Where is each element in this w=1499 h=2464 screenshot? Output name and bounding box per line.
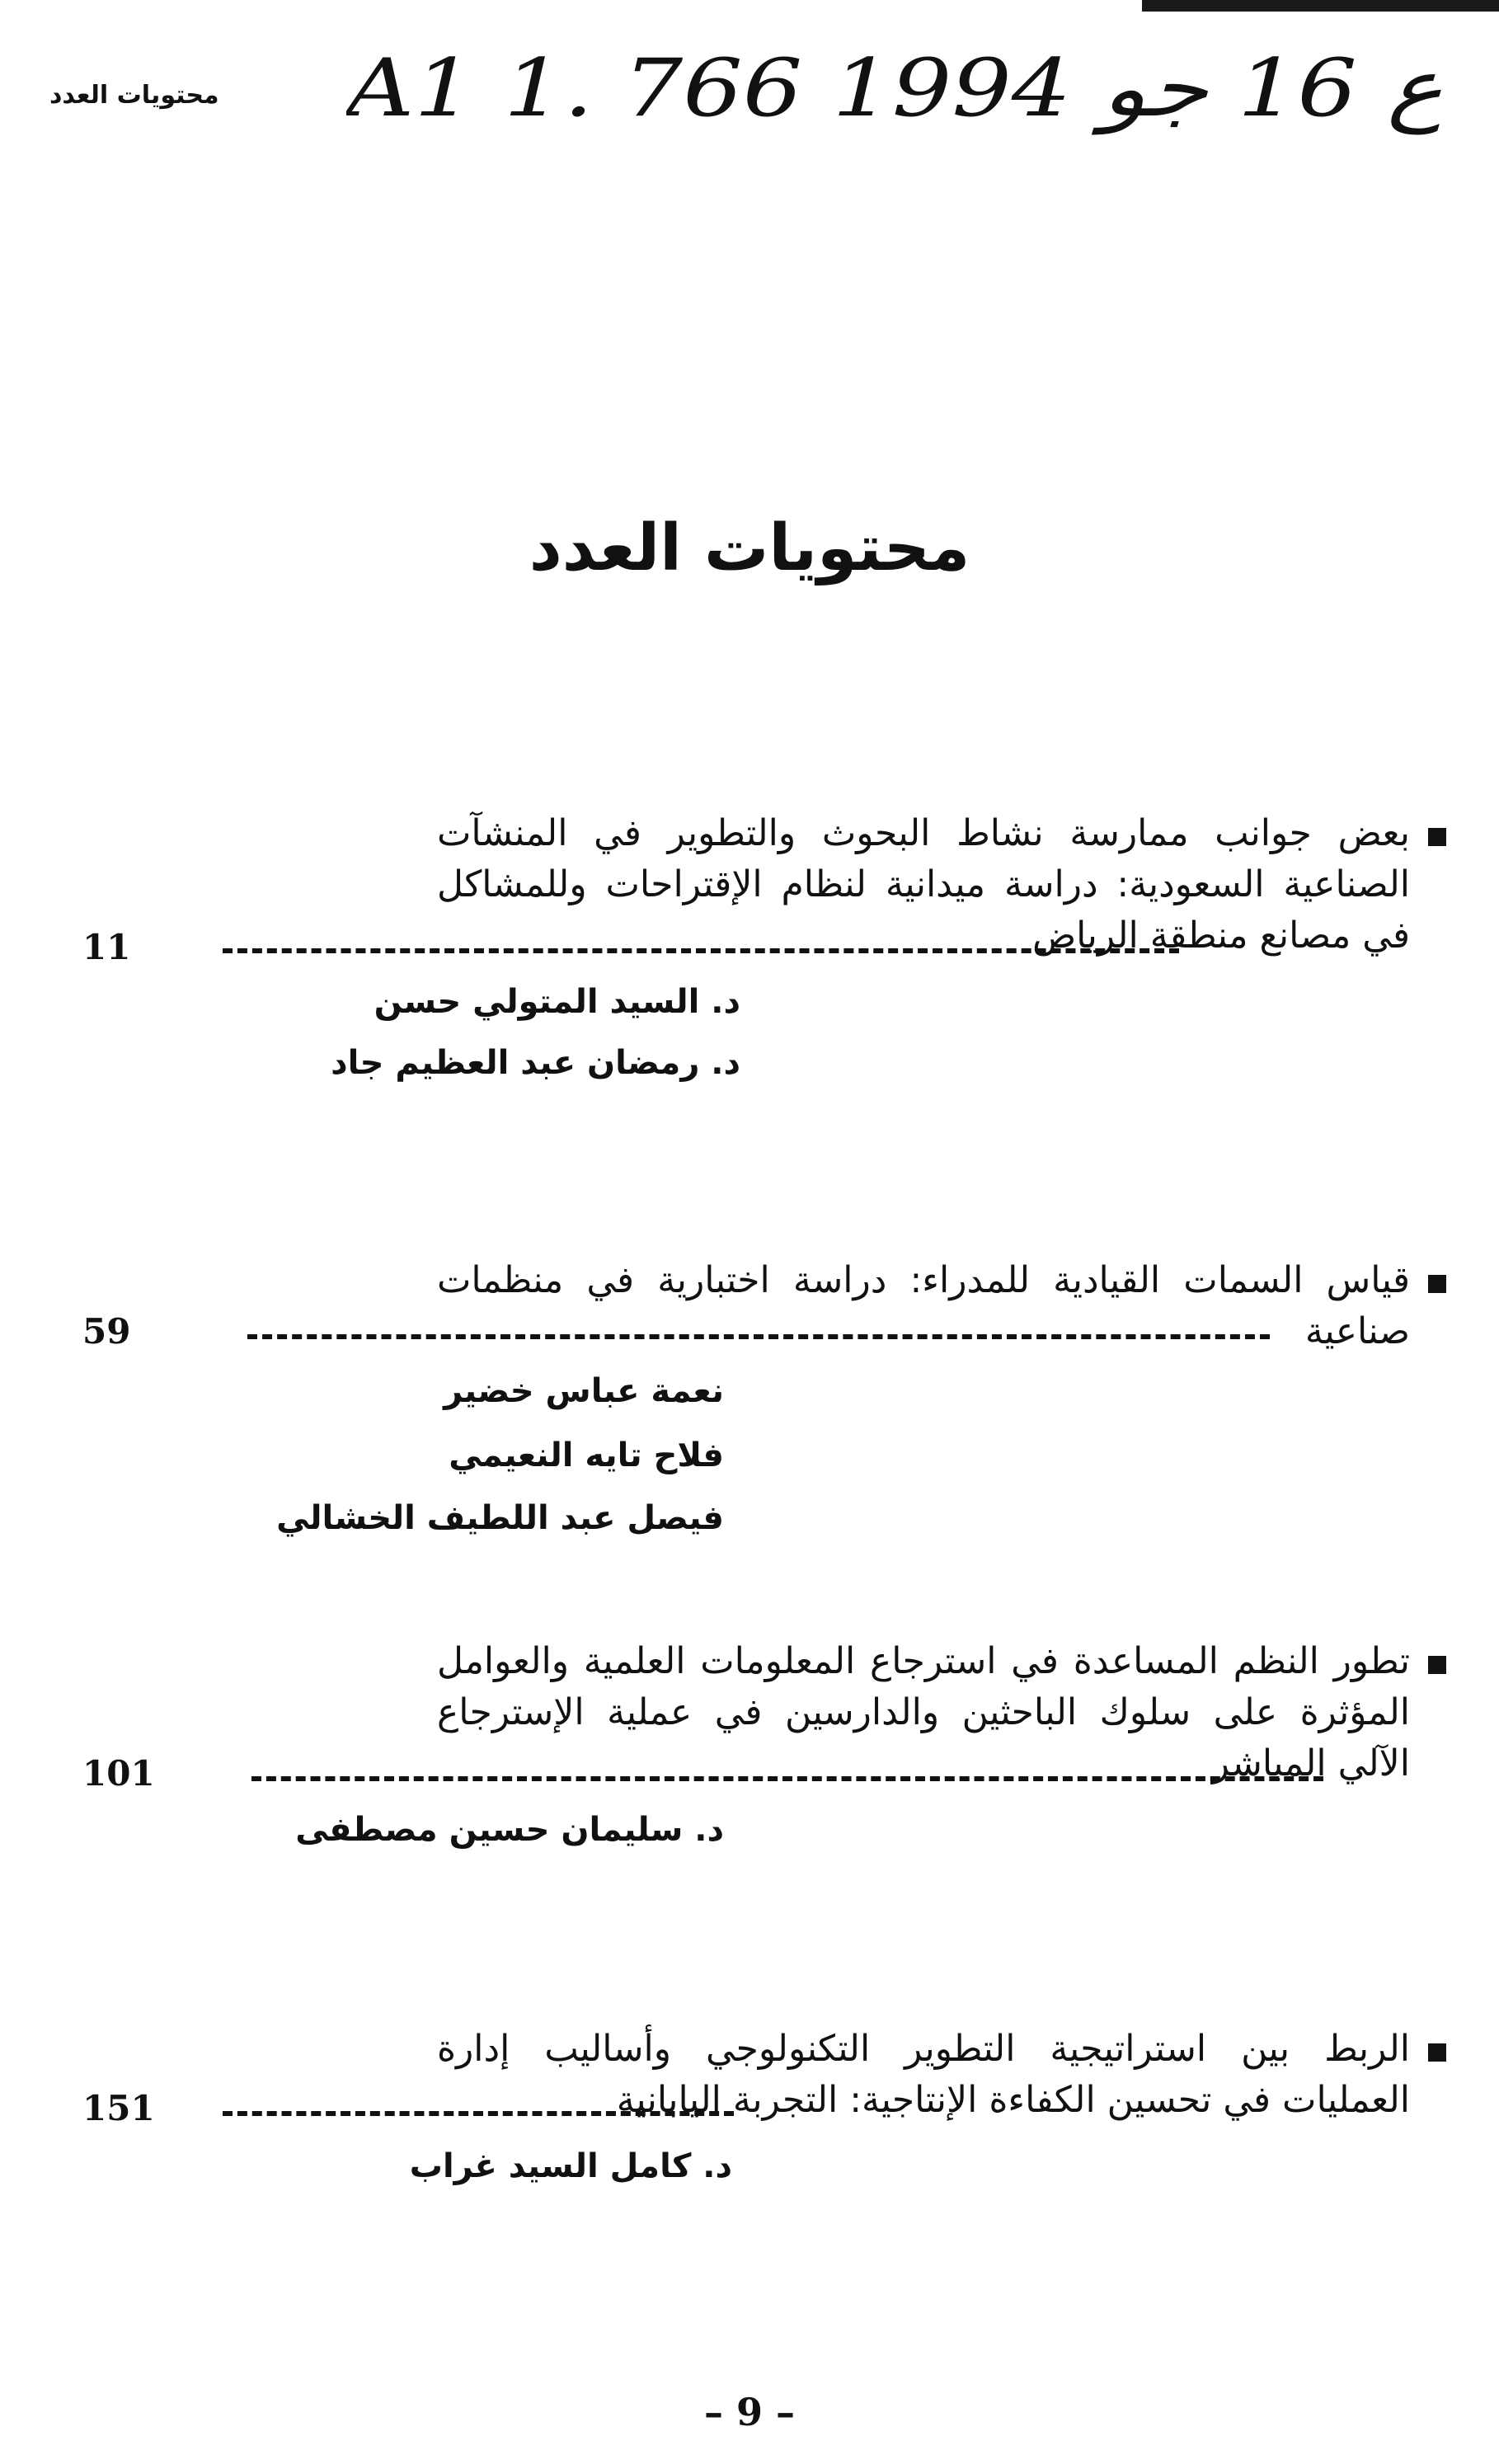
square-bullet-icon	[1428, 1656, 1446, 1674]
entry-title: قياس السمات القيادية للمدراء: دراسة اختبارية في منظمات صناعية	[437, 1259, 1410, 1352]
entry-title: الربط بين استراتيجية التطوير التكنولوجي وأساليب إدارة العمليات في تحسين الكفاءة الإنتاجية: التجربة اليابانية	[437, 2028, 1410, 2121]
handwritten-note-text: A1 1. ع 16 جو 1994 766	[346, 42, 1430, 134]
page-folio: – 9 –	[703, 2390, 796, 2434]
square-bullet-icon	[1428, 828, 1446, 846]
page-number: 101	[82, 1753, 155, 1794]
square-bullet-icon	[1428, 2043, 1446, 2062]
author-name: د. رمضان عبد العظيم جاد	[331, 1044, 740, 1082]
author-name: نعمة عباس خضير	[444, 1372, 724, 1410]
dot-leader	[223, 948, 1179, 953]
square-bullet-icon	[1428, 1275, 1446, 1293]
dot-leader	[251, 1776, 1323, 1781]
entry-title: بعض جوانب ممارسة نشاط البحوث والتطوير في المنشآت الصناعية السعودية: دراسة ميدانية لنظام الإقتراحات وللمشاكل في مصانع منطقة الرياض	[437, 812, 1410, 957]
page-title: محتويات العدد	[529, 511, 970, 585]
author-name: د. سليمان حسين مصطفى	[295, 1811, 724, 1849]
dot-leader	[247, 1334, 1270, 1339]
page-number: 59	[82, 1311, 131, 1352]
dot-leader	[223, 2111, 734, 2116]
author-name: فلاح تايه النعيمي	[449, 1437, 724, 1474]
running-head: محتويات العدد	[49, 81, 219, 110]
author-name: د. السيد المتولي حسن	[374, 983, 740, 1021]
author-name: فيصل عبد اللطيف الخشالي	[276, 1499, 724, 1537]
page-number: 151	[82, 2088, 155, 2128]
entry-title: تطور النظم المساعدة في استرجاع المعلومات العلمية والعوامل المؤثرة على سلوك الباحثين والدارسين في عملية الإسترجاع الآلي المباشر	[437, 1640, 1410, 1785]
page-number: 11	[82, 927, 131, 967]
top-edge-rule	[1142, 0, 1499, 12]
author-name: د. كامل السيد غراب	[409, 2147, 732, 2185]
handwritten-catalog-note	[346, 25, 1468, 157]
